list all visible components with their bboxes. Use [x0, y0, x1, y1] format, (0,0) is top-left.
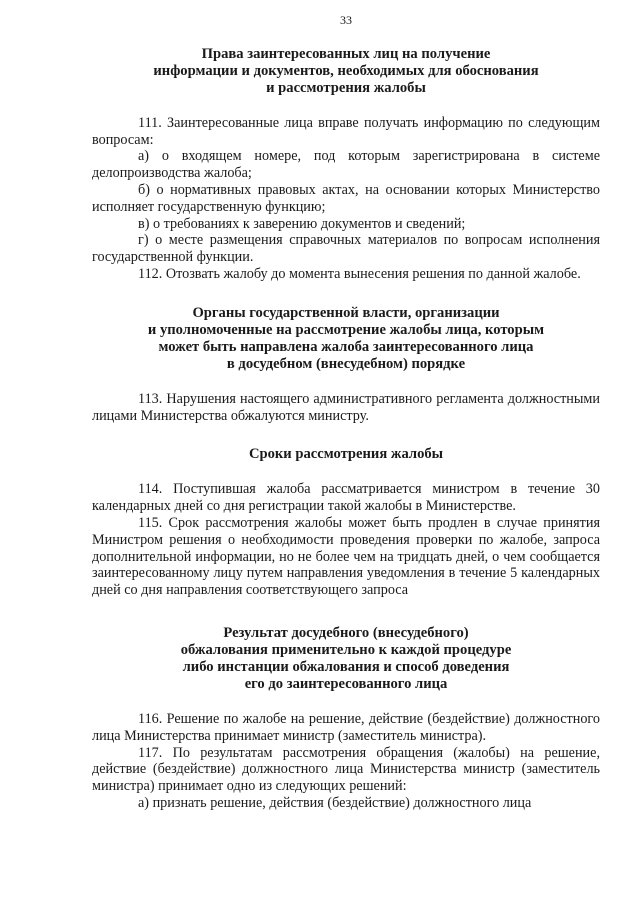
heading-line: в досудебном (внесудебном) порядке: [226, 355, 466, 372]
list-item-a: а) признать решение, действия (бездействие) должностного лица: [138, 794, 532, 811]
paragraph-117: 117. По результатам рассмотрения обращения (жалобы) на решение, действие (бездействие) должностного лица Министерства министр (заместитель министра) принимает одно из следующих решений:: [92, 744, 600, 795]
heading-line: Сроки рассмотрения жалобы: [248, 446, 444, 463]
section-heading-authorities: [92, 305, 600, 373]
paragraph-115: 115. Срок рассмотрения жалобы может быть продлен в случае принятия Министром решения о необходимости проведения проверки по жалобе, запроса дополнительной информации, но не более чем на тридцать дней, о чем сообщается заинтересованному лицу путем направления уведомления в течение 5 календарных дней со дня направления соответствующего запроса: [92, 514, 600, 599]
heading-line: и уполномоченные на рассмотрение жалобы лица, которым: [147, 321, 545, 338]
heading-line: и рассмотрения жалобы: [266, 79, 426, 96]
paragraph-114: 114. Поступившая жалоба рассматривается министром в течение 30 календарных дней со дня регистрации такой жалобы в Министерстве.: [92, 481, 600, 515]
paragraph-112: 112. Отозвать жалобу до момента вынесения решения по данной жалобе.: [138, 265, 581, 282]
heading-line: Органы государственной власти, организации: [192, 304, 500, 321]
section-heading-result: [92, 625, 600, 693]
paragraph-113: 113. Нарушения настоящего административного регламента должностными лицами Министерства обжалуются министру.: [92, 390, 600, 424]
heading-line: может быть направлена жалоба заинтересованного лица: [158, 338, 534, 355]
heading-line: либо инстанции обжалования и способ доведения: [182, 658, 510, 675]
heading-line: Результат досудебного (внесудебного): [223, 624, 469, 641]
list-item-v: в) о требованиях к заверению документов и сведений;: [138, 215, 466, 232]
page-number: 33: [340, 13, 352, 27]
heading-line: Права заинтересованных лиц на получение: [201, 45, 491, 62]
heading-line: его до заинтересованного лица: [244, 675, 448, 692]
section-heading-deadlines: [92, 446, 600, 463]
section-heading-rights: [92, 46, 600, 97]
document-page: [92, 12, 600, 812]
list-item-a: а) о входящем номере, под которым зарегистрирована в системе делопроизводства жалоба;: [92, 148, 600, 182]
list-item-g: г) о месте размещения справочных материалов по вопросам исполнения государственной функции.: [92, 232, 600, 266]
heading-line: обжалования применительно к каждой процедуре: [180, 641, 512, 658]
paragraph-111: 111. Заинтересованные лица вправе получать информацию по следующим вопросам:: [92, 114, 600, 148]
heading-line: информации и документов, необходимых для обоснования: [153, 62, 539, 79]
list-item-b: б) о нормативных правовых актах, на основании которых Министерство исполняет государственную функцию;: [92, 181, 600, 215]
paragraph-116: 116. Решение по жалобе на решение, действие (бездействие) должностного лица Министерства принимает министр (заместитель министра).: [92, 710, 600, 744]
